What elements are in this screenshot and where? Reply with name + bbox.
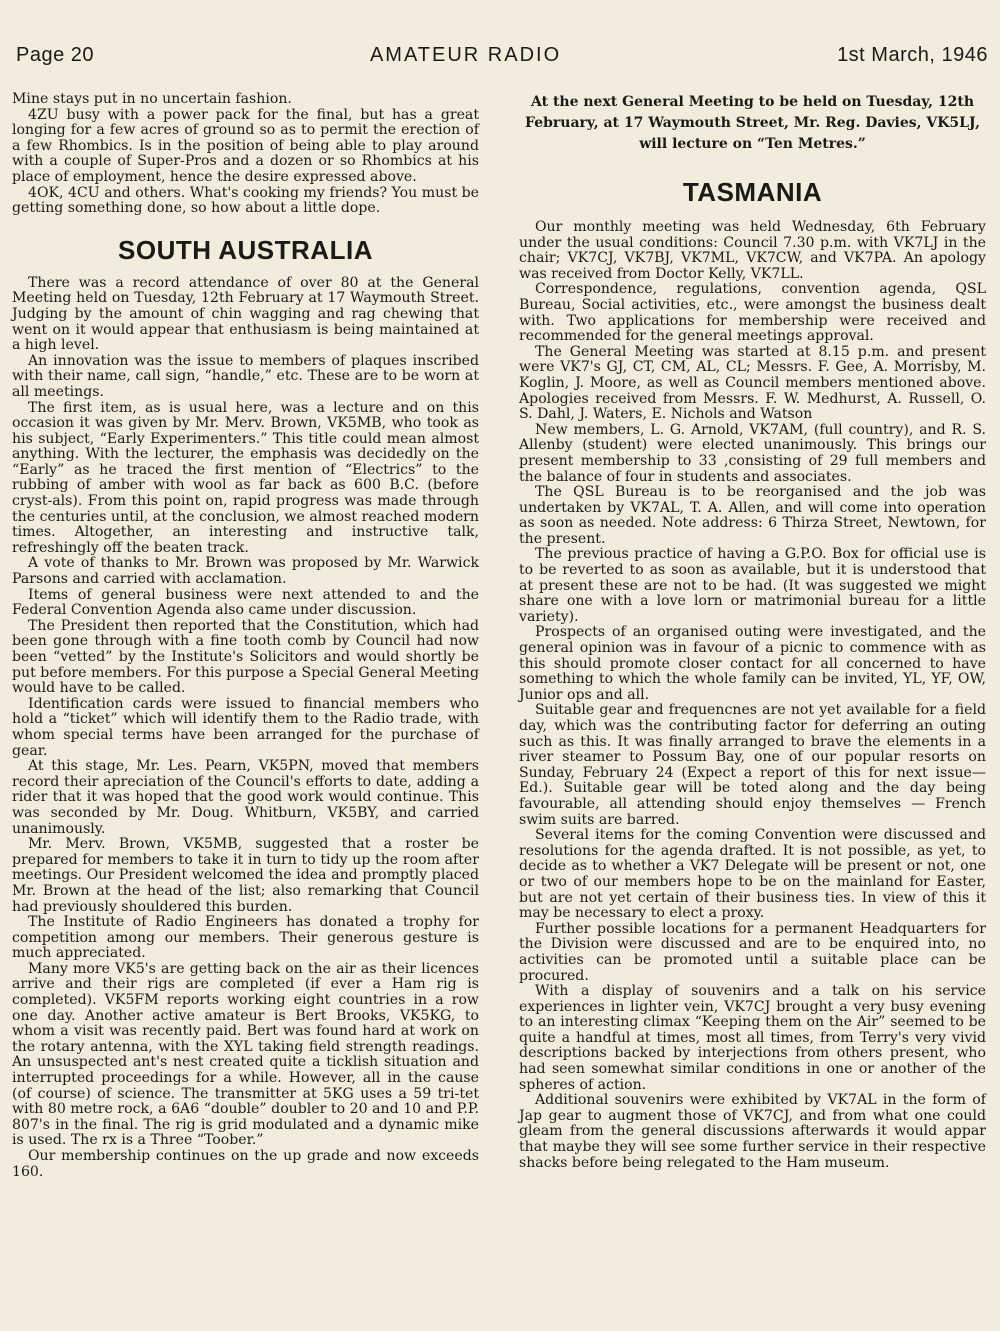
article-paragraph: With a display of souvenirs and a talk on his service experiences in lighter vein, VK7CJ brought a very busy evening to an interesting climax “Keeping them on the Air” seemed to be quite a handful at times, most all times, from Terry's very vivid descriptions backed by interjections from others present, who had seen somewhat similar conditions in one or another of the spheres of action. xyxy=(519,983,986,1093)
article-paragraph: New members, L. G. Arnold, VK7AM, (full country), and R. S. Allenby (student) were elected unanimously. This brings our present membership to 33 ,consisting of 29 full members and the balance of four in students and associates. xyxy=(519,421,986,485)
article-paragraph: Further possible locations for a permanent Headquarters for the Division were discussed and are to be enquired into, no activities can be promoted until a suitable place can be procured. xyxy=(519,920,986,984)
article-paragraph: The first item, as is usual here, was a lecture and on this occasion it was given by Mr. Merv. Brown, VK5MB, who took as his subject, “Early Experimenters.” This title could mean almost anything. With the lecturer, the emphasis was decidedly on the “Early” as he traced the first mention of “Electrics” to the rubbing of amber with wool as far back as 600 B.C. (before cryst-als). From this point on, rapid progress was made through the centuries until, at the conclusion, we almost reached modern times. Altogether, an interesting and instructive talk, refreshingly off the beaten track. xyxy=(12,399,479,556)
issue-date: 1st March, 1946 xyxy=(837,44,988,66)
left-column xyxy=(12,92,479,1180)
article-paragraph: Items of general business were next attended to and the Federal Convention Agenda also came under discussion. xyxy=(12,586,479,619)
right-column xyxy=(519,92,986,1180)
meeting-notice: At the next General Meeting to be held on Tuesday, 12th February, at 17 Waymouth Street, Mr. Reg. Davies, VK5LJ, will lecture on “Ten Metres.” xyxy=(525,94,980,152)
intro-paragraph: Mine stays put in no uncertain fashion. xyxy=(12,91,292,107)
page-number: Page 20 xyxy=(16,44,95,66)
article-paragraph: Additional souvenirs were exhibited by VK7AL in the form of Jap gear to augment those of VK7CJ, and from what one could gleam from the general discussions afterwards it would appar that maybe they will see some further service in their respective shacks before being relegated to the Ham museum. xyxy=(519,1092,986,1171)
article-paragraph: The Institute of Radio Engineers has donated a trophy for competition among our members. Their generous gesture is much appreciated. xyxy=(12,914,479,962)
article-paragraph: The General Meeting was started at 8.15 p.m. and present were VK7's GJ, CT, CM, AL, CL; Messrs. F. Gee, A. Morrisby, M. Koglin, J. Moore, as well as Council members mentioned above. Apologies received from Messrs. F. W. Medhurst, A. Russell, O. S. Dahl, J. Waters, E. Nichols and Watson xyxy=(519,343,986,423)
article-paragraph: Mr. Merv. Brown, VK5MB, suggested that a roster be prepared for members to take it in turn to tidy up the room after meetings. Our President welcomed the idea and promptly placed Mr. Brown at the head of the list; also remarking that Council had previously shouldered this burden. xyxy=(12,836,479,915)
article-paragraph: There was a record attendance of over 80 at the General Meeting held on Tuesday, 12th February at 17 Waymouth Street. Judging by the amount of chin wagging and rag chewing that went on it would appear that enthusiasm is being maintained at a high level. xyxy=(12,274,479,354)
section-title-south-australia: SOUTH AUSTRALIA xyxy=(118,234,373,265)
article-paragraph: An innovation was the issue to members of plaques inscribed with their name, call sign, “handle,” etc. These are to be worn at all meetings. xyxy=(12,352,479,400)
page-header xyxy=(16,44,988,67)
article-paragraph: Our membership continues on the up grade and now exceeds 160. xyxy=(12,1148,479,1180)
article-paragraph: Identification cards were issued to financial members who hold a “ticket” which will identify them to the Radio trade, with whom special terms have been arranged for the purchase of gear. xyxy=(12,695,479,759)
magazine-title: AMATEUR RADIO xyxy=(369,44,562,66)
intro-paragraph: 4ZU busy with a power pack for the final, but has a great longing for a few acres of ground so as to permit the erection of a few Rhombics. Is in the position of being able to play around with a couple of Super-Pros and a dozen or so Rhombics at his place of employment, hence the desire expressed above. xyxy=(12,106,479,185)
article-paragraph: The President then reported that the Constitution, which had been gone through with a fine tooth comb by Council had now been “vetted” by the Institute's Solicitors and would shortly be put before members. For this purpose a Special General Meeting would have to be called. xyxy=(12,617,479,697)
section-title-tasmania: TASMANIA xyxy=(682,177,823,207)
article-paragraph: Several items for the coming Convention were discussed and resolutions for the agenda drafted. It is not possible, as yet, to decide as to whether a VK7 Delegate will be present or not, one or two of our members hope to be on the mainland for Easter, but are not yet certain of their business ties. In view of this it may be necessary to elect a proxy. xyxy=(519,827,986,922)
article-paragraph: Prospects of an organised outing were investigated, and the general opinion was in favour of a picnic to commence with as this should promote closer contact for all concerned to have something to which the whole family can be invited, YL, YF, OW, Junior ops and all. xyxy=(519,624,986,703)
article-paragraph: Our monthly meeting was held Wednesday, 6th February under the usual conditions: Council 7.30 p.m. with VK7LJ in the chair; VK7CJ, VK7BJ, VK7ML, VK7CW, and VK7PA. An apology was received from Doctor Kelly, VK7LL. xyxy=(519,219,986,282)
article-paragraph: Correspondence, regulations, convention agenda, QSL Bureau, Social activities, etc., were amongst the business dealt with. Two applications for membership were received and recommended for the general meetings approval. xyxy=(519,281,986,345)
article-paragraph: Many more VK5's are getting back on the air as their licences arrive and their rigs are completed (if ever a Ham rig is completed). VK5FM reports working eight countries in a row one day. Another active amateur is Bert Brooks, VK5KG, to whom a visit was recently paid. Bert was found hard at work on the rotary antenna, with the XYL taking field strength readings. An unsuspected ant's nest created quite a ticklish situation and interrupted proceedings for a while. However, all in the cause (of course) of science. The transmitter at 5KG uses a 59 tri-tet with 80 metre rock, a 6A6 “double” doubler to 20 and 10 and P.P. 807's in the final. The rig is grid modulated and a dynamic mike is used. The rx is a Three “Toober.” xyxy=(12,960,479,1149)
article-paragraph: The QSL Bureau is to be reorganised and the job was undertaken by VK7AL, T. A. Allen, and will come into operation as soon as needed. Note address: 6 Thirza Street, Newtown, for the present. xyxy=(519,484,986,547)
article-paragraph: At this stage, Mr. Les. Pearn, VK5PN, moved that members record their apreciation of the Council's efforts to date, adding a rider that it was hoped that the good work would continue. This was seconded by Mr. Doug. Whitburn, VK5BY, and carried unanimously. xyxy=(12,758,479,837)
intro-paragraph: 4OK, 4CU and others. What's cooking my friends? You must be getting something done, so how about a little dope. xyxy=(12,184,479,217)
article-paragraph: Suitable gear and frequencnes are not yet available for a field day, which was the contributing factor for deferring an outing such as this. It was finally arranged to brave the elements in a river steamer to Possum Bay, one of our popular resorts on Sunday, February 24 (Expect a report of this for next issue—Ed.). Suitable gear will be toted along and the day being favourable, all attending should enjoy themselves — French swim suits are barred. xyxy=(519,702,986,828)
article-paragraph: A vote of thanks to Mr. Brown was proposed by Mr. Warwick Parsons and carried with acclamation. xyxy=(12,555,479,588)
article-paragraph: The previous practice of having a G.P.O. Box for official use is to be reverted to as soon as available, but it is understood that at present these are not to be had. (It was suggested we might share one with a love lorn or matrimonial bureau for a little variety). xyxy=(519,546,986,625)
article-columns xyxy=(12,92,986,1180)
